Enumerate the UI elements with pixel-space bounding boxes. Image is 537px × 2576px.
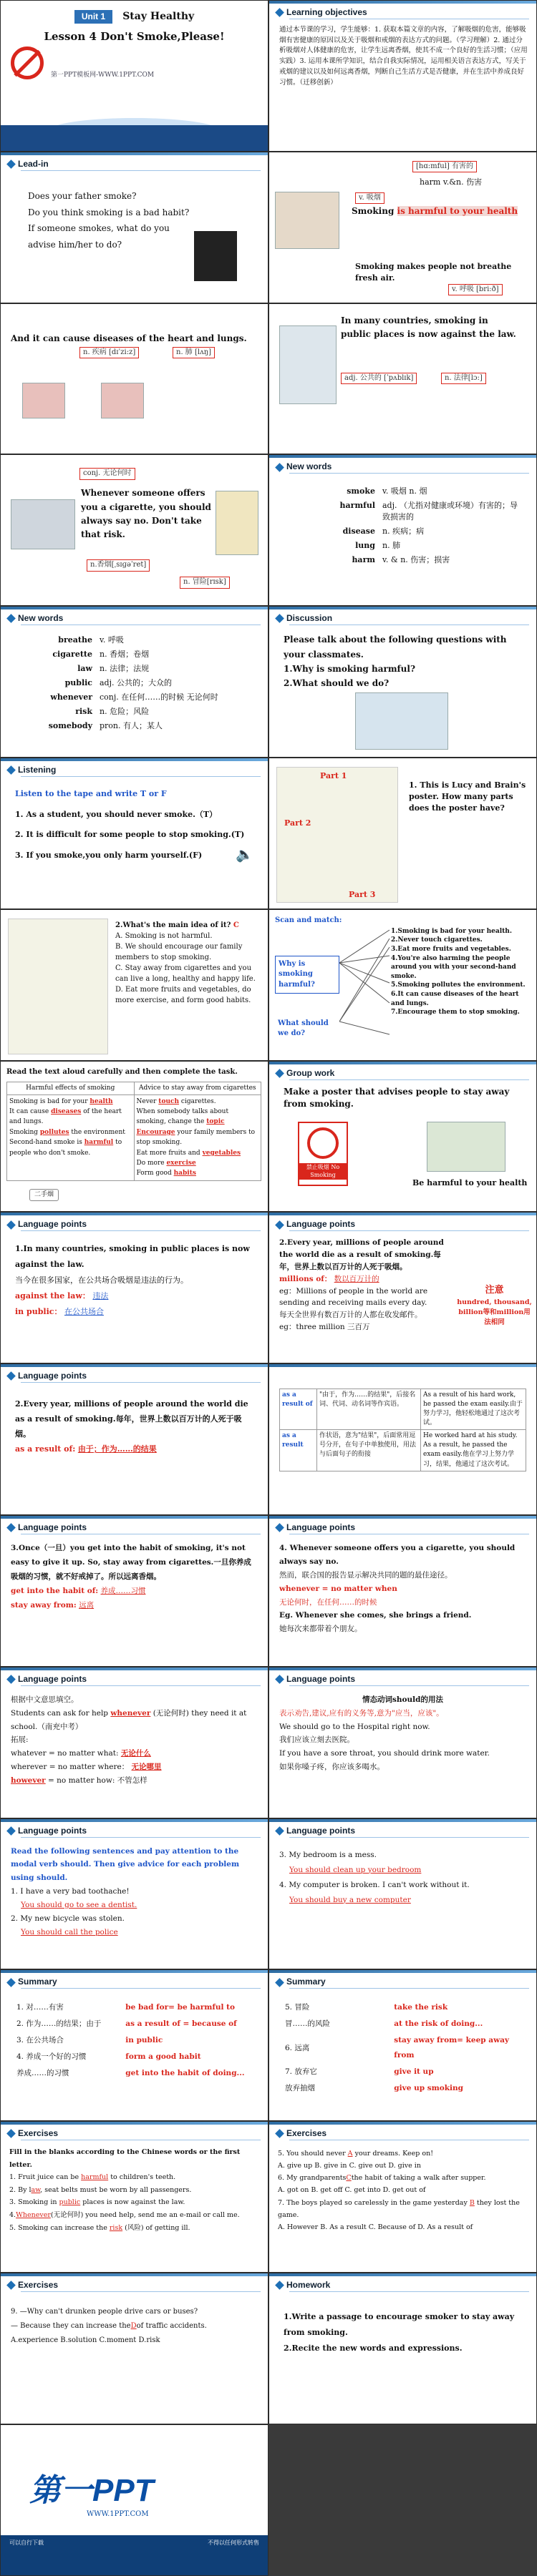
listening-item-1: 1. As a student, you should never smoke.（T） <box>15 809 218 819</box>
match-lines <box>339 927 391 1049</box>
section-title: New words <box>276 461 332 473</box>
slide-group-work[interactable] <box>268 1061 537 1213</box>
discussion-intro: Please talk about the following questions with your classmates. <box>284 635 507 660</box>
poster-part-1: Part 1 <box>320 770 347 780</box>
slide-listening[interactable] <box>0 758 268 909</box>
summary-row <box>285 2000 526 2015</box>
slide-end[interactable] <box>0 2424 268 2576</box>
blank-exercise: exercise <box>166 1159 196 1167</box>
slide-read-task[interactable] <box>0 1061 268 1213</box>
section-title: Language points <box>8 1825 87 1837</box>
cartoon-image <box>216 491 258 555</box>
vocab-meaning: conj. 在任何……的时候 无论何时 <box>100 692 218 702</box>
vocab-meaning: n. 危险；风险 <box>100 706 150 716</box>
no-smoking-icon <box>11 46 44 79</box>
slide-language-point-2[interactable]: Language points 2.Every year, millions of people around the world die as a result of smoking.每年，世界上数以百万计的人死于吸烟。 millions of： 数以百万计的 eg：Millions of people in the world are sending and receiving mails every day. 每天全世界有数百万计的人都在收发邮件。 eg：three million 三百万 注意 hundred, thousand, billion等和million用法相同 <box>268 1212 537 1363</box>
summary-row <box>16 2049 257 2065</box>
section-title: Group work <box>276 1067 334 1079</box>
vocab-row <box>31 691 257 704</box>
poster-image-small <box>8 919 108 1054</box>
section-title: Summary <box>8 1976 57 1988</box>
section-title: Language points <box>276 1825 355 1837</box>
breathe-sentence: Smoking makes people not breathe fresh air. <box>355 261 512 283</box>
section-title: Language points <box>8 1673 87 1685</box>
diamond-icon <box>6 1220 16 1230</box>
section-title: Homework <box>276 2279 330 2291</box>
slide-language-point-9[interactable]: Language points 3. My bedroom is a mess. You should clean up your bedroom 4. My computer is broken. I can't work without it. You should buy a new computer <box>268 1818 537 1970</box>
unit-badge: Unit 1 <box>74 10 112 24</box>
listening-instruction: Listen to the tape and write T or F <box>15 788 167 798</box>
diamond-icon <box>6 765 16 775</box>
slide-language-point-4[interactable]: Language points 3.Once（一旦）you get into the habit of smoking, it's not easy to give it up. So, stay away from cigarettes.一旦你养成吸烟的习惯，就不好戒掉了。所以远离香烟。 get into the habit of: 养成……习惯 stay away from: 远离 <box>0 1515 268 1667</box>
diamond-icon <box>275 1523 284 1532</box>
note-text: hundred, thousand, billion等和million用法相同 <box>457 1298 532 1326</box>
task-table: Harmful effects of smoking Advice to stay away from cigarettes Smoking is bad for your health It can cause diseases of the heart and lungs. Smoking pollutes the environment Second-hand smoke is harmful to people who don't smoke. Never touch cigarettes. When somebody talks about smoking, change the topic Encourage your family members to stop smoking. Eat more fruits and vegetables Do more exercise Form good habits <box>6 1082 261 1181</box>
discussion-image <box>355 692 448 750</box>
law-sentence: In many countries, smoking in public places is now against the law. <box>341 315 516 339</box>
in-public-answer: 在公共场合 <box>64 1307 104 1317</box>
vocab-word: public <box>64 678 92 687</box>
end-footer: 可以自行下载 不得以任何形式转售 <box>1 2535 268 2575</box>
section-title: Exercises <box>8 2127 58 2140</box>
lungs-image-1 <box>22 383 65 418</box>
scan-item: 7.Encourage them to stop smoking. <box>391 1009 520 1017</box>
section-title: New words <box>8 612 63 625</box>
slide-main-idea[interactable] <box>0 909 268 1061</box>
vocab-word: somebody <box>48 720 92 730</box>
summary-cn: 1. 对……有害 <box>16 2003 64 2012</box>
option-d[interactable]: D. Eat more fruits and vegetables, do more exercise, and form good habits. <box>115 985 251 1004</box>
what-box: What should we do? <box>278 1019 329 1038</box>
risk-label: n. 冒险[rɪsk] <box>180 577 230 589</box>
diamond-icon <box>275 1978 284 1987</box>
col-advice: Advice to stay away from cigarettes <box>134 1082 261 1094</box>
cover-footer <box>1 125 268 151</box>
vocab-meaning: n. 法律；法规 <box>100 664 150 674</box>
no-smoking-sign-photo <box>279 325 337 404</box>
blank-habits: habits <box>173 1170 196 1177</box>
no-smoking-sign: 禁止吸烟 No Smoking <box>298 1122 348 1186</box>
slide-diseases[interactable] <box>0 303 268 455</box>
slide-language-point-5[interactable]: Language points 4. Whenever someone offers you a cigarette, you should always say no. 然而，联合国的报告显示解决共同的题的最佳途径。 whenever = no matter when 无论何时，在任何……的时候 Eg. Whenever she comes, she brings a friend. 她每次来都带着个朋友。 <box>268 1515 537 1667</box>
summary-en: in public <box>125 2036 163 2045</box>
listening-item-3: 3. If you smoke,you only harm yourself.(F) <box>15 850 203 860</box>
slide-public-law[interactable] <box>268 303 537 455</box>
scan-item: 4.You're also harming the people around you with your second-hand smoke. <box>391 954 516 980</box>
section-title: Listening <box>8 764 56 776</box>
summary-en: at the risk of doing... <box>394 2019 483 2029</box>
cartoon-smokers-image <box>427 1122 505 1172</box>
audio-icon[interactable]: 🔈 <box>236 845 253 863</box>
scan-item: 6.It can cause diseases of the heart and lungs. <box>391 990 519 1007</box>
diamond-icon <box>275 614 284 624</box>
vocab-table <box>29 632 258 734</box>
poster-part-2: Part 2 <box>284 818 311 828</box>
slide-language-point-8[interactable]: Language points Read the following sentences and pay attention to the modal verb should. Then give advice for each problem using should. 1. I have a very bad toothache! You should go to see a dentist. 2. My new bicycle was stolen. You should call the police <box>0 1818 268 1970</box>
scan-item: 5.Smoking pollutes the environment. <box>391 981 526 989</box>
diamond-icon <box>6 1675 16 1684</box>
section-title: Lead-in <box>8 158 49 170</box>
summary-row <box>16 2033 257 2048</box>
diamond-icon <box>275 2129 284 2138</box>
disease-sentence: And it can cause diseases of the heart and lungs. <box>11 333 247 343</box>
group-work-text: Make a poster that advises people to stay away from smoking. <box>284 1086 510 1109</box>
section-title: Language points <box>276 1522 355 1534</box>
question-3: If someone smokes, what do you advise him/her to do? <box>28 223 170 250</box>
summary-cn: 3. 在公共场合 <box>16 2036 64 2045</box>
summary-en: be bad for= be harmful to <box>125 2003 236 2012</box>
summary-cn: 2. 作为……的结果；由于 <box>16 2019 102 2029</box>
summary-cn: 养成……的习惯 <box>16 2069 69 2078</box>
summary-cn: 放弃抽烟 <box>285 2084 315 2093</box>
summary-row <box>16 2066 257 2081</box>
option-b[interactable]: B. We should encourage our family members to stop smoking. <box>115 942 243 961</box>
lp2-example: eg：Millions of people in the world are sending and receiving mails every day. <box>279 1286 428 1308</box>
vocab-word: cigarette <box>52 650 92 660</box>
vocab-meaning: adj. （尤指对健康或环境）有害的；导致损害的 <box>382 501 518 522</box>
inhale-label: v. 吸烟 <box>355 192 384 205</box>
listening-item-2: 2. It is difficult for some people to stop smoking.(T) <box>15 830 245 840</box>
vocab-meaning: pron. 有人；某人 <box>100 720 163 730</box>
slide-homework[interactable]: Homework 1.Write a passage to encourage smoker to stay away from smoking. 2.Recite the new words and expressions. <box>268 2273 537 2424</box>
against-law-answer: 违法 <box>92 1291 109 1301</box>
blank-topic: topic <box>206 1118 225 1126</box>
vocab-row <box>31 634 257 647</box>
poster-question: 1. This is Lucy and Brain's poster. How many parts does the poster have? <box>409 780 526 813</box>
diamond-icon <box>6 1371 16 1381</box>
lp1-sentence: 1.In many countries, smoking in public places is now against the law. <box>15 1244 250 1270</box>
summary-row <box>16 2000 257 2015</box>
conj-label: conj. 无论何时 <box>79 468 135 480</box>
summary-row <box>285 2017 526 2032</box>
vocab-meaning: n. 香烟；卷烟 <box>100 650 150 660</box>
slide-summary-2[interactable] <box>268 1969 537 2121</box>
vocab-word: disease <box>342 527 375 537</box>
summary-table-2 <box>284 1999 527 2097</box>
lungs-photo <box>275 192 339 249</box>
diamond-icon <box>275 1220 284 1230</box>
scan-title: Scan and match: <box>275 916 342 924</box>
vocab-word: breathe <box>58 635 92 645</box>
diamond-icon <box>275 1675 284 1684</box>
harm-word: harm v.&n. 伤害 <box>420 177 483 187</box>
summary-en: get into the habit of doing... <box>125 2069 245 2078</box>
summary-row <box>285 2065 526 2080</box>
vocab-row <box>314 485 526 498</box>
scan-item: 2.Never touch cigarettes. <box>391 936 483 944</box>
summary-en: give it up <box>394 2067 434 2077</box>
vocab-word: smoke <box>347 486 375 496</box>
hands-cigarette-photo <box>11 499 75 549</box>
diamond-icon <box>6 614 16 624</box>
slide-whenever[interactable] <box>0 454 268 606</box>
vocab-row <box>31 720 257 733</box>
poster-part-3: Part 3 <box>349 889 376 899</box>
as-a-result-table: as a result of "由于，作为……的结果"，后接名词、代词、动名词等作宾语。 As a result of his hard work, he passed the exam easily.由于努力学习，他轻松地通过了这次考试。 as a result 作状语，意为"结果"，后面常用逗号分开，在句子中单独使用，用法与后面句子的衔接 He worked hard at his study. As a result, he passed the exam easily.他在学习上努力学习，结果，他通过了这次考试。 <box>279 1389 526 1471</box>
scan-item: 1.Smoking is bad for your health. <box>391 927 512 935</box>
section-title: Language points <box>8 1218 87 1230</box>
vocab-meaning: v. 吸烟 n. 烟 <box>382 486 427 496</box>
vocab-row <box>314 554 526 567</box>
slide-exercises-3[interactable]: Exercises 9. —Why can't drunken people drive cars or buses? — Because they can increase theDof traffic accidents. A.experience B.solution C.moment D.risk <box>0 2273 268 2424</box>
diamond-icon <box>275 8 284 17</box>
vocab-row <box>31 648 257 661</box>
lungs-image-2 <box>101 383 144 418</box>
diamond-icon <box>275 1826 284 1836</box>
ppt-url[interactable]: WWW.1PPT.COM <box>87 2509 149 2518</box>
unit-name: Stay Healthy <box>122 11 195 22</box>
vocab-row <box>31 677 257 690</box>
lp1-translation: 当今在很多国家，在公共场合吸烟是违法的行为。 <box>15 1275 188 1285</box>
discussion-q1: 1.Why is smoking harmful? <box>284 663 415 674</box>
diamond-icon <box>275 463 284 472</box>
vocab-word: law <box>77 664 92 674</box>
summary-en: as a result of = because of <box>125 2019 237 2029</box>
disease-label: n. 疾病 [dɪˈzi:z] <box>79 347 139 359</box>
vocab-row <box>314 525 526 538</box>
slide-lead-in[interactable] <box>0 152 268 303</box>
blank-harmful: harmful <box>84 1139 114 1147</box>
blank-pollutes: pollutes <box>39 1128 69 1136</box>
slide-exercises-1[interactable]: Exercises Fill in the blanks according to the Chinese words or the first letter. 1. Fruit juice can be harmful to children's teeth. 2. By law, seat belts must be worn by all passengers. 3. Smoking in public places is now against the law. 4.Whenever(无论何时) you need help, send me an e-mail or call me. 5. Smoking can increase the risk (风险) of getting ill. <box>0 2121 268 2273</box>
vocab-row <box>31 705 257 718</box>
breathe-label: v. 呼吸 [bri:ð] <box>448 284 503 296</box>
slide-new-words-2[interactable] <box>0 606 268 758</box>
summary-row <box>285 2081 526 2096</box>
summary-row <box>16 2017 257 2032</box>
summary-cn: 4. 养成一个好的习惯 <box>16 2052 87 2062</box>
lesson-title: Lesson 4 Don't Smoke,Please! <box>44 30 225 43</box>
cigarette-label: n.香烟[ˌsɪɡəˈret] <box>87 559 150 572</box>
diamond-icon <box>275 1069 284 1078</box>
diamond-icon <box>275 2281 284 2290</box>
vocab-row <box>314 499 526 524</box>
section-title: Discussion <box>276 612 332 625</box>
pron-harmful: [hɑ:mful] 有害的 <box>412 161 477 173</box>
slide-language-point-7[interactable]: Language points 情态动词should的用法 表示劝告,建议,应有的义务等,意为"应当，应该"。 We should go to the Hospital right now. 我们应该立刻去医院。 If you have a sore throat, you should drink more water. 如果你嗓子疼，你应该多喝水。 <box>268 1667 537 1818</box>
vocab-word: harmful <box>339 501 375 511</box>
slide-objectives[interactable] <box>268 0 537 152</box>
why-box: Why is smoking harmful? <box>275 956 339 994</box>
section-title: Exercises <box>276 2127 326 2140</box>
lp2-sentence: 2.Every year, millions of people around the world die as a result of smoking.每年，世界上数以百万计的人死于吸烟。 <box>279 1238 444 1271</box>
summary-cn: 5. 冒险 <box>285 2003 310 2012</box>
objectives-text: 通过本节课的学习，学生能够：1. 获取本篇文章的内容，了解吸烟的危害，能够吸烟有害健康的原因以及关于吸烟和戒烟的表达方式的问题。（学习理解）2. 通过分析吸烟对人体健康的危害，让学生远离香烟，使其不成一个良好的生活习惯；（应用实践）3. 运用本课所学知识，结合自我实际情况，运用相关语言表达方式，写关于戒烟的建议以及如何远离香烟，判断自己生活方式是否健康，并在生活中养成良好习惯。（迁移创新） <box>279 26 528 87</box>
slide-scan-match[interactable] <box>268 909 537 1061</box>
whenever-sentence: Whenever someone offers you a cigarette, you should always say no. Don't take that risk. <box>81 488 211 539</box>
summary-table-1 <box>15 1999 258 2082</box>
summary-en: give up smoking <box>394 2084 463 2093</box>
blank-vegetables: vegetables <box>202 1149 241 1157</box>
slide-cover[interactable] <box>0 0 268 152</box>
summary-cn: 7. 放弃它 <box>285 2067 317 2077</box>
vocab-word: whenever <box>50 692 92 702</box>
vocab-table <box>312 484 527 568</box>
diamond-icon <box>6 160 16 169</box>
diamond-icon <box>6 1826 16 1836</box>
vocab-meaning: v. & n. 伤害；损害 <box>382 555 450 565</box>
slide-poster[interactable] <box>268 758 537 909</box>
slide-language-point-3[interactable]: Language points 2.Every year, millions of people around the world die as a result of smoking.每年，世界上数以百万计的人死于吸烟。 as a result of: 由于；作为……的结果 <box>0 1363 268 1515</box>
poster-image <box>276 767 398 903</box>
harmful-phrase: is harmful to your health <box>397 205 518 216</box>
section-title: Language points <box>276 1218 355 1230</box>
scan-list <box>391 927 534 1017</box>
option-c[interactable]: C. Stay away from cigarettes and you can live a long, healthy and happy life. <box>115 964 256 983</box>
public-label: adj. 公共的 [ˈpʌblɪk] <box>341 373 417 385</box>
diamond-icon <box>6 2129 16 2138</box>
empty-cell <box>268 2424 537 2576</box>
slide-summary-1[interactable] <box>0 1969 268 2121</box>
section-title: Language points <box>276 1673 355 1685</box>
section-title: Summary <box>276 1976 326 1988</box>
blank-encourage: Encourage <box>136 1128 175 1136</box>
slide-as-a-result-table[interactable] <box>268 1363 537 1515</box>
site-label: 第一PPT模板网-WWW.1PPT.COM <box>51 72 155 79</box>
scan-item: 3.Eat more fruits and vegetables. <box>391 945 511 953</box>
note-label: 注意 <box>485 1285 504 1296</box>
vocab-meaning: v. 呼吸 <box>100 635 124 645</box>
task-title: Read the text aloud carefully and then complete the task. <box>6 1067 238 1076</box>
vocab-meaning: n. 疾病；病 <box>382 527 425 537</box>
section-title: Language points <box>8 1522 87 1534</box>
slide-language-point-1[interactable]: Language points 1.In many countries, smoking in public places is now against the law. 当今在很多国家，在公共场合吸烟是违法的行为。 against the law： 违法 in public： 在公共场合 <box>0 1212 268 1363</box>
section-title: Learning objectives <box>276 6 367 19</box>
main-idea-question: 2.What's the main idea of it? C <box>115 921 239 929</box>
poster-caption: Be harmful to your health <box>412 1177 528 1187</box>
section-title: Language points <box>8 1370 87 1382</box>
question-2: Do you think smoking is a bad habit? <box>28 207 190 217</box>
question-1: Does your father smoke? <box>28 190 137 201</box>
vocab-word: lung <box>355 541 375 551</box>
slide-exercises-2[interactable]: Exercises 5. You should never A your dreams. Keep on! A. give up B. give in C. give out D. give in 6. My grandparentsCthe habit of taking a walk after supper. A. got on B. get off C. get into D. get out of 7. The boys played so carelessly in the game yesterday B they lost the game. A. However B. As a result C. Because of D. As a result of <box>268 2121 537 2273</box>
blank-health: health <box>90 1097 113 1105</box>
vocab-meaning: n. 肺 <box>382 541 401 551</box>
vocab-row <box>31 662 257 675</box>
vocab-word: risk <box>75 706 92 716</box>
diamond-icon <box>6 1523 16 1532</box>
vocab-meaning: adj. 公共的；大众的 <box>100 678 173 687</box>
ppt-logo: 第一PPT <box>29 2472 154 2508</box>
section-title: Exercises <box>8 2279 58 2291</box>
col-harmful: Harmful effects of smoking <box>7 1082 135 1094</box>
slide-new-words-1[interactable] <box>268 454 537 606</box>
second-hand-smoke-button[interactable]: 二手烟 <box>29 1189 59 1201</box>
option-a[interactable]: A. Smoking is not harmful. <box>115 931 213 940</box>
diamond-icon <box>6 2281 16 2290</box>
summary-cn: 冒……的风险 <box>285 2019 330 2029</box>
diamond-icon <box>6 1978 16 1987</box>
summary-row <box>285 2033 526 2063</box>
summary-en: form a good habit <box>125 2052 201 2062</box>
summary-cn: 6. 远离 <box>285 2043 310 2052</box>
blank-touch: touch <box>158 1097 180 1105</box>
law-label: n. 法律[lɔ:] <box>441 373 486 385</box>
blank-diseases: diseases <box>51 1108 82 1116</box>
lung-label: n. 肺 [lʌŋ] <box>173 347 215 359</box>
vocab-row <box>314 539 526 552</box>
slide-discussion[interactable] <box>268 606 537 758</box>
slide-language-point-6[interactable]: Language points 根据中文意思填空。 Students can ask for help whenever (无论何时) they need it at school.（南充中考） 拓展: whatever = no matter what: 无论什么 wherever = no matter where： 无论哪里 however = no matter how: 不管怎样 <box>0 1667 268 1818</box>
discussion-q2: 2.What should we do? <box>284 678 390 689</box>
summary-en: take the risk <box>394 2003 448 2012</box>
slide-harmful[interactable]: [hɑ:mful] 有害的 harm v.&n. 伤害 v. 吸烟 Smoking is harmful to your health Smoking makes people not breathe fresh air. v. 呼吸 [bri:ð] <box>268 152 537 303</box>
smoker-photo <box>194 231 237 281</box>
summary-en: stay away from= keep away from <box>394 2036 510 2060</box>
vocab-word: harm <box>352 555 375 565</box>
